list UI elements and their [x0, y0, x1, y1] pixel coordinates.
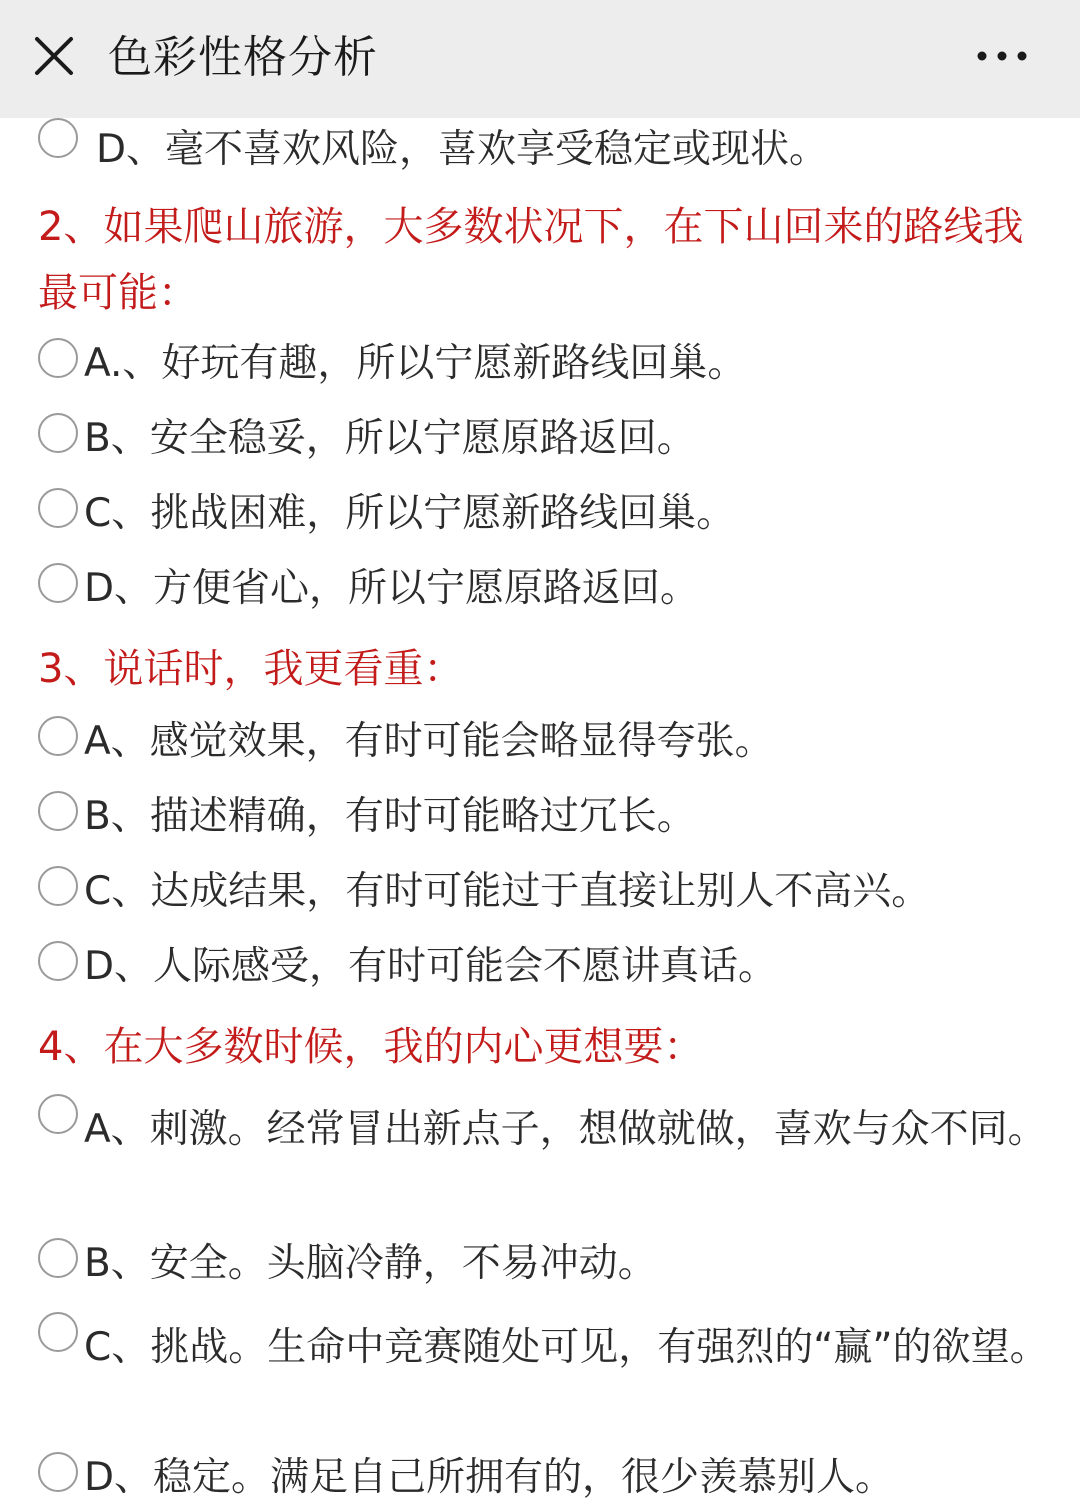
q3-option-a[interactable]	[0, 714, 1080, 774]
option-label: D、毫不喜欢风险，喜欢享受稳定或现状。	[96, 127, 829, 172]
radio-button[interactable]	[38, 941, 78, 981]
radio-button[interactable]	[38, 716, 78, 756]
q3-option-d[interactable]	[0, 939, 1080, 999]
question-4	[0, 1014, 1080, 1080]
q4-option-b[interactable]	[0, 1236, 1080, 1296]
option-label: B、描述精确，有时可能略过冗长。	[84, 794, 696, 839]
radio-button[interactable]	[38, 1452, 78, 1492]
option-label: A、刺激。经常冒出新点子，想做就做，喜欢与众不同。	[84, 1107, 1047, 1152]
option-label: A.、好玩有趣，所以宁愿新路线回巢。	[84, 341, 747, 386]
q4-option-c[interactable]	[0, 1310, 1080, 1442]
q2-option-c[interactable]	[0, 486, 1080, 546]
radio-button[interactable]	[38, 413, 78, 453]
close-button[interactable]	[32, 34, 76, 78]
top-bar	[0, 0, 1080, 118]
q4-option-a[interactable]	[0, 1092, 1080, 1224]
question-3	[0, 636, 1080, 702]
option-label: D、人际感受，有时可能会不愿讲真话。	[84, 944, 778, 989]
question-2	[0, 194, 1080, 326]
radio-button[interactable]	[38, 563, 78, 603]
option-label: C、达成结果，有时可能过于直接让别人不高兴。	[84, 869, 931, 914]
q1-option-d[interactable]	[0, 118, 1080, 178]
question-text: 3、说话时，我更看重：	[38, 646, 464, 692]
option-label: C、挑战困难，所以宁愿新路线回巢。	[84, 491, 736, 536]
radio-button[interactable]	[38, 1238, 78, 1278]
radio-button[interactable]	[38, 488, 78, 528]
option-label: D、稳定。满足自己所拥有的，很少羡慕别人。	[84, 1455, 895, 1500]
page-title: 色彩性格分析	[108, 32, 378, 83]
option-label: B、安全稳妥，所以宁愿原路返回。	[84, 416, 696, 461]
q2-option-b[interactable]	[0, 411, 1080, 471]
radio-button[interactable]	[38, 791, 78, 831]
option-label: D、方便省心，所以宁愿原路返回。	[84, 566, 700, 611]
option-label: C、挑战。生命中竞赛随处可见，有强烈的“赢”的欲望。	[84, 1325, 1049, 1370]
survey-content	[0, 118, 1080, 1503]
close-icon	[32, 34, 76, 78]
q2-option-d[interactable]	[0, 561, 1080, 621]
more-button[interactable]	[974, 36, 1030, 76]
option-label: B、安全。头脑冷静，不易冲动。	[84, 1241, 657, 1286]
more-icon	[974, 36, 1030, 76]
option-label: A、感觉效果，有时可能会略显得夸张。	[84, 719, 774, 764]
question-text: 2、如果爬山旅游，大多数状况下，在下山回来的路线我最可能：	[38, 204, 1024, 316]
q3-option-b[interactable]	[0, 789, 1080, 849]
q3-option-c[interactable]	[0, 864, 1080, 924]
radio-button[interactable]	[38, 866, 78, 906]
q4-option-d[interactable]	[0, 1450, 1080, 1503]
q2-option-a[interactable]	[0, 336, 1080, 396]
question-text: 4、在大多数时候，我的内心更想要：	[38, 1024, 704, 1070]
radio-button[interactable]	[38, 338, 78, 378]
radio-button[interactable]	[38, 118, 78, 158]
